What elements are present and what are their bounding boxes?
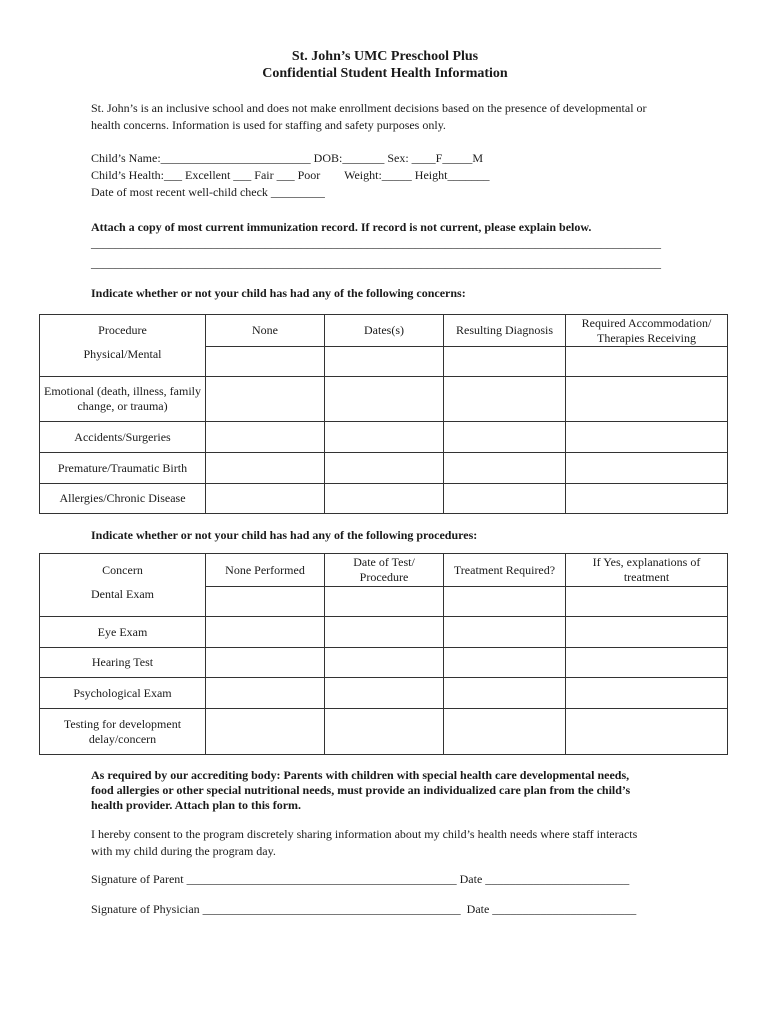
table-row bbox=[40, 484, 728, 514]
concerns-header-dates: Dates(s) bbox=[325, 315, 444, 347]
concerns-header-none: None bbox=[206, 315, 325, 347]
child-name-dob-sex-field[interactable]: Child’s Name:_________________________ DOB:_______ Sex: ____F_____M bbox=[91, 151, 484, 165]
table-row bbox=[40, 587, 728, 617]
diagnosis-cell[interactable] bbox=[444, 484, 566, 514]
none-performed-cell[interactable] bbox=[206, 678, 325, 709]
table-row bbox=[40, 377, 728, 422]
form-title: Confidential Student Health Information bbox=[262, 66, 508, 81]
explanation-cell[interactable] bbox=[566, 587, 728, 617]
treatment-cell[interactable] bbox=[444, 678, 566, 709]
treatment-cell[interactable] bbox=[444, 587, 566, 617]
none-cell[interactable] bbox=[206, 377, 325, 422]
accommodation-cell[interactable] bbox=[566, 347, 728, 377]
well-child-check-field[interactable]: Date of most recent well-child check _________ bbox=[91, 185, 325, 199]
treatment-cell[interactable] bbox=[444, 617, 566, 648]
none-cell[interactable] bbox=[206, 484, 325, 514]
none-performed-cell[interactable] bbox=[206, 709, 325, 755]
procedures-header-none-performed: None Performed bbox=[206, 554, 325, 587]
table-row bbox=[40, 347, 728, 377]
diagnosis-cell[interactable] bbox=[444, 453, 566, 484]
treatment-cell[interactable] bbox=[444, 709, 566, 755]
date-cell[interactable] bbox=[325, 678, 444, 709]
concerns-header-diagnosis: Resulting Diagnosis bbox=[444, 315, 566, 347]
concern-row-label: Emotional (death, illness, family change, or trauma) bbox=[40, 377, 206, 422]
accommodation-cell[interactable] bbox=[566, 484, 728, 514]
explanation-cell[interactable] bbox=[566, 678, 728, 709]
parent-signature-field[interactable]: Signature of Parent _____________________________________________ Date ________________________ bbox=[91, 872, 630, 886]
procedures-header-concern: Concern bbox=[40, 554, 206, 587]
procedure-row-label: Eye Exam bbox=[40, 617, 206, 648]
table-row bbox=[40, 648, 728, 678]
procedures-header-row bbox=[40, 554, 728, 587]
none-performed-cell[interactable] bbox=[206, 648, 325, 678]
concern-row-label: Accidents/Surgeries bbox=[40, 422, 206, 453]
table-row bbox=[40, 422, 728, 453]
procedure-row-label: Testing for development delay/concern bbox=[40, 709, 206, 755]
none-cell[interactable] bbox=[206, 347, 325, 377]
immunization-explanation-line-1[interactable]: _______________________________________________________________________________________________ bbox=[91, 236, 661, 250]
date-cell[interactable] bbox=[325, 617, 444, 648]
consent-line-1: I hereby consent to the program discretely sharing information about my child’s health needs where staff interacts bbox=[91, 827, 638, 841]
dates-cell[interactable] bbox=[325, 484, 444, 514]
dates-cell[interactable] bbox=[325, 422, 444, 453]
procedures-header-date: Date of Test/ Procedure bbox=[325, 554, 444, 587]
date-cell[interactable] bbox=[325, 709, 444, 755]
dates-cell[interactable] bbox=[325, 377, 444, 422]
concern-row-label: Premature/Traumatic Birth bbox=[40, 453, 206, 484]
treatment-cell[interactable] bbox=[444, 648, 566, 678]
accreditation-line-1: As required by our accrediting body: Parents with children with special health care developmental needs, bbox=[91, 768, 630, 782]
explanation-cell[interactable] bbox=[566, 648, 728, 678]
diagnosis-cell[interactable] bbox=[444, 422, 566, 453]
date-cell[interactable] bbox=[325, 587, 444, 617]
concerns-table bbox=[39, 314, 728, 514]
concerns-header-row bbox=[40, 315, 728, 347]
immunization-explanation-line-2[interactable]: _______________________________________________________________________________________________ bbox=[91, 256, 661, 270]
concerns-header-accommodation: Required Accommodation/ Therapies Receiving bbox=[566, 315, 728, 347]
table-row bbox=[40, 709, 728, 755]
accreditation-line-3: health provider. Attach plan to this form. bbox=[91, 798, 302, 812]
consent-line-2: with my child during the program day. bbox=[91, 844, 276, 858]
school-name: St. John’s UMC Preschool Plus bbox=[291, 49, 479, 64]
diagnosis-cell[interactable] bbox=[444, 347, 566, 377]
accommodation-cell[interactable] bbox=[566, 422, 728, 453]
procedure-row-label: Dental Exam bbox=[40, 587, 206, 617]
none-cell[interactable] bbox=[206, 422, 325, 453]
accreditation-line-2: food allergies or other special nutritional needs, must provide an individualized care plan from the child’s bbox=[91, 783, 631, 797]
concerns-header-procedure: Procedure bbox=[40, 315, 206, 347]
date-cell[interactable] bbox=[325, 648, 444, 678]
table-row bbox=[40, 617, 728, 648]
concern-row-label: Physical/Mental bbox=[40, 347, 206, 377]
procedures-header-explanations: If Yes, explanations of treatment bbox=[566, 554, 728, 587]
physician-signature-field[interactable]: Signature of Physician ___________________________________________ Date ________________________ bbox=[91, 902, 637, 916]
accommodation-cell[interactable] bbox=[566, 377, 728, 422]
dates-cell[interactable] bbox=[325, 453, 444, 484]
concern-row-label: Allergies/Chronic Disease bbox=[40, 484, 206, 514]
explanation-cell[interactable] bbox=[566, 709, 728, 755]
intro-line-1: St. John’s is an inclusive school and does not make enrollment decisions based on the presence of developmental or bbox=[91, 101, 647, 115]
child-health-weight-height-field[interactable]: Child’s Health:___ Excellent ___ Fair ___ Poor Weight:_____ Height_______ bbox=[91, 168, 490, 182]
accommodation-cell[interactable] bbox=[566, 453, 728, 484]
intro-line-2: health concerns. Information is used for staffing and safety purposes only. bbox=[91, 118, 446, 132]
none-performed-cell[interactable] bbox=[206, 587, 325, 617]
none-performed-cell[interactable] bbox=[206, 617, 325, 648]
concerns-intro: Indicate whether or not your child has had any of the following concerns: bbox=[91, 286, 466, 300]
procedures-header-treatment: Treatment Required? bbox=[444, 554, 566, 587]
table-row bbox=[40, 453, 728, 484]
procedure-row-label: Hearing Test bbox=[40, 648, 206, 678]
procedures-table bbox=[39, 553, 728, 755]
explanation-cell[interactable] bbox=[566, 617, 728, 648]
diagnosis-cell[interactable] bbox=[444, 377, 566, 422]
none-cell[interactable] bbox=[206, 453, 325, 484]
immunization-instruction: Attach a copy of most current immunization record. If record is not current, please explain below. bbox=[91, 220, 592, 234]
procedures-intro: Indicate whether or not your child has had any of the following procedures: bbox=[91, 528, 478, 542]
procedure-row-label: Psychological Exam bbox=[40, 678, 206, 709]
table-row bbox=[40, 678, 728, 709]
dates-cell[interactable] bbox=[325, 347, 444, 377]
